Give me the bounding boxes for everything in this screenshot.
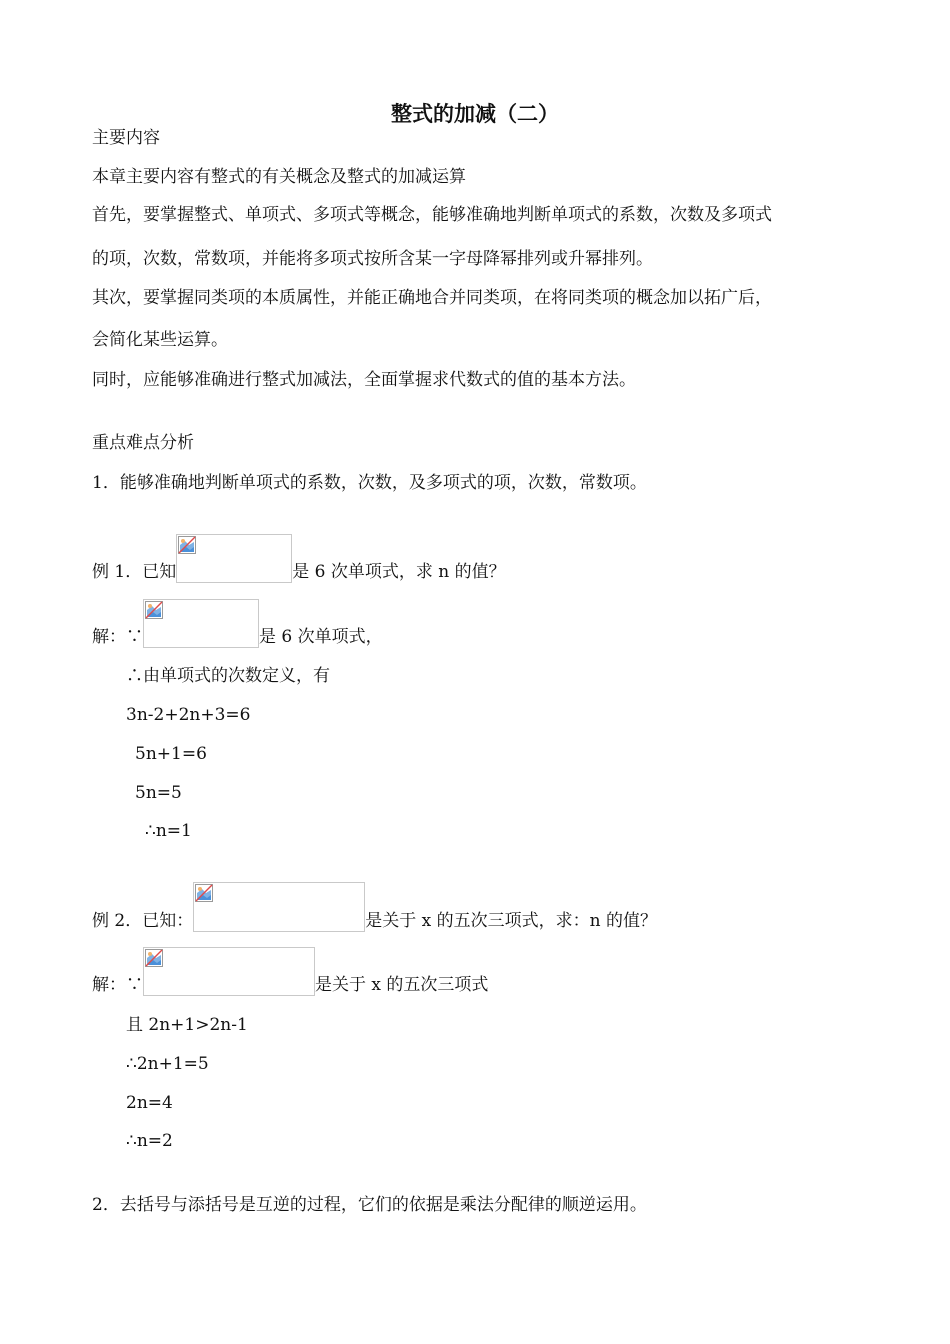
example-2-solution-suffix: 是关于 x 的五次三项式 xyxy=(315,975,489,995)
example-1-solution-formula-image xyxy=(143,599,259,648)
example-2-formula-image xyxy=(193,882,365,932)
example-1-suffix: 是 6 次单项式，求 n 的值？ xyxy=(292,562,506,582)
example-2-solution xyxy=(92,947,488,995)
example-2-step-1: 且 2n+1>2n-1 xyxy=(126,1015,248,1035)
example-1-solution-suffix: 是 6 次单项式， xyxy=(259,627,383,647)
paragraph-first-line1: 首先，要掌握整式、单项式、多项式等概念，能够准确地判断单项式的系数，次数及多项式 xyxy=(92,205,772,225)
example-2-prefix: 例 2．已知： xyxy=(92,911,194,931)
example-2-question xyxy=(92,882,657,930)
broken-image-icon xyxy=(145,949,163,967)
example-1-question xyxy=(92,534,506,582)
example-1-solution-prefix: 解：∵ xyxy=(92,627,143,647)
example-1-step-1: ∴由单项式的次数定义，有 xyxy=(126,666,330,686)
paragraph-second-line1: 其次，要掌握同类项的本质属性，并能正确地合并同类项，在将同类项的概念加以拓广后， xyxy=(92,288,772,308)
example-1-step-2: 3n-2+2n+3=6 xyxy=(126,705,251,725)
point-two: 2．去括号与添括号是互逆的过程，它们的依据是乘法分配律的顺逆运用。 xyxy=(92,1195,647,1215)
paragraph-third: 同时，应能够准确进行整式加减法，全面掌握求代数式的值的基本方法。 xyxy=(92,370,636,390)
example-2-solution-prefix: 解：∵ xyxy=(92,975,143,995)
example-2-suffix: 是关于 x 的五次三项式，求：n 的值？ xyxy=(365,911,657,931)
example-1-step-5: ∴n=1 xyxy=(145,821,192,841)
example-1-step-3: 5n+1=6 xyxy=(135,744,207,764)
point-one: 1．能够准确地判断单项式的系数，次数，及多项式的项，次数，常数项。 xyxy=(92,473,647,493)
example-2-step-2: ∴2n+1=5 xyxy=(126,1054,209,1074)
broken-image-icon xyxy=(195,884,213,902)
paragraph-first-line2: 的项，次数，常数项，并能将多项式按所含某一字母降幂排列或升幂排列。 xyxy=(92,249,653,269)
section-heading-key-points: 重点难点分析 xyxy=(92,433,194,453)
example-1-step-4: 5n=5 xyxy=(135,783,182,803)
example-2-step-3: 2n=4 xyxy=(126,1093,173,1113)
paragraph-intro: 本章主要内容有整式的有关概念及整式的加减运算 xyxy=(92,167,466,187)
example-2-solution-formula-image xyxy=(143,947,315,996)
paragraph-second-line2: 会简化某些运算。 xyxy=(92,330,228,350)
broken-image-icon xyxy=(178,536,196,554)
document-title: 整式的加减（二） xyxy=(391,102,559,126)
broken-image-icon xyxy=(145,601,163,619)
example-1-solution xyxy=(92,599,383,647)
example-2-step-4: ∴n=2 xyxy=(126,1131,173,1151)
section-heading-main-content: 主要内容 xyxy=(92,128,160,148)
example-1-formula-image xyxy=(176,534,292,583)
example-1-prefix: 例 1．已知 xyxy=(92,562,177,582)
